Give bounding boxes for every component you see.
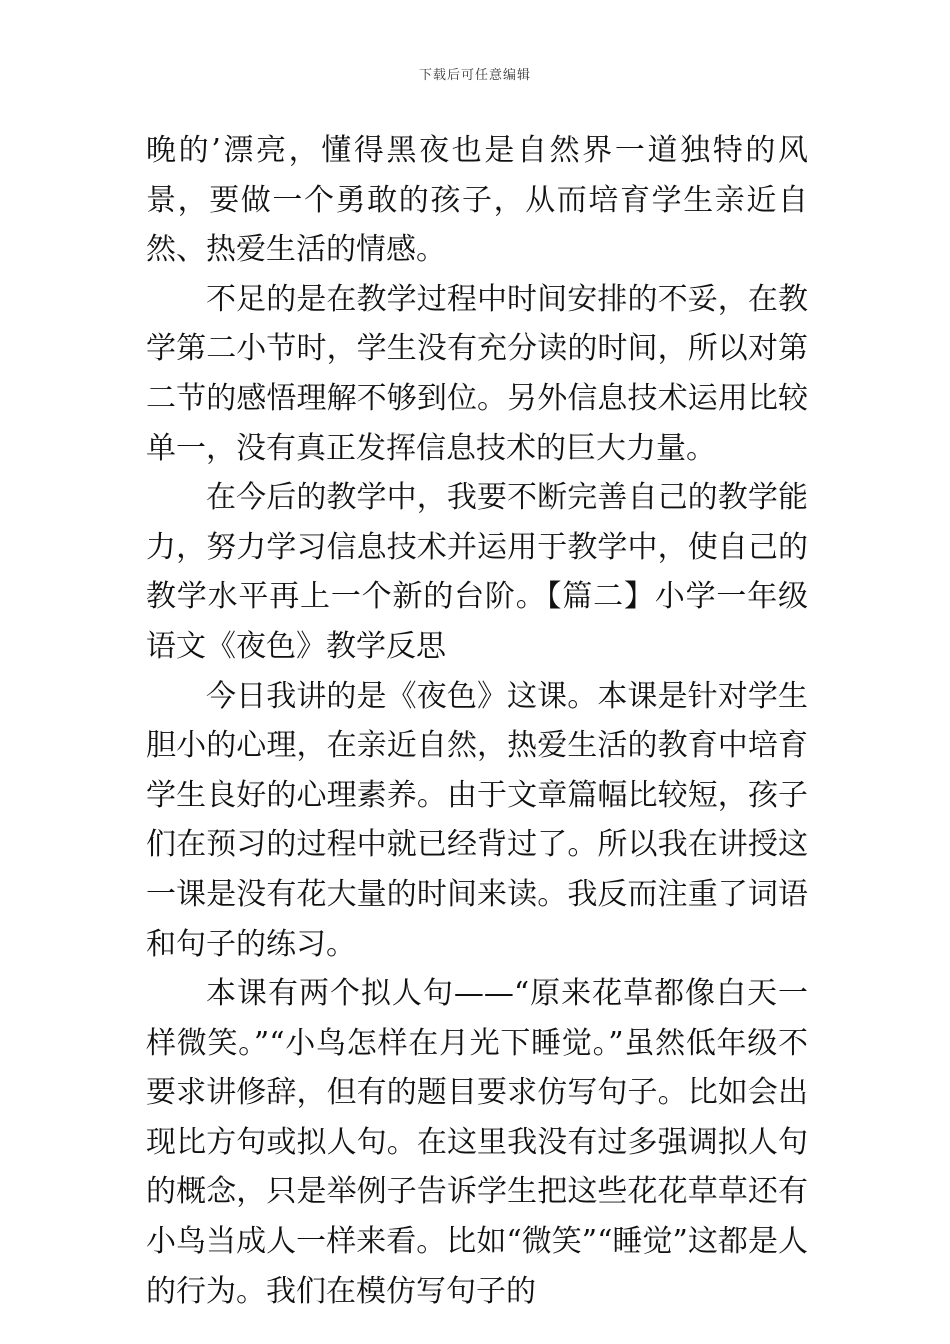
paragraph-personification: 本课有两个拟人句——“原来花草都像白天一样微笑。”“小鸟怎样在月光下睡觉。”虽然低年级不要求讲修辞，但有的题目要求仿写句子。比如会出现比方句或拟人句。在这里我没有过多强调拟人句的概念，只是举例子告诉学生把这些花花草草还有小鸟当成人一样来看。比如“微笑”“睡觉”这都是人的行为。我们在模仿写句子的 [146,976,808,1309]
paragraph-future-plan: 在今后的教学中，我要不断完善自己的教学能力，努力学习信息技术并运用于教学中，使自己的教学水平再上一个新的台阶。【篇二】小学一年级语文《夜色》教学反思 [146,480,808,664]
paragraph-continuation: 晚的’漂亮，懂得黑夜也是自然界一道独特的风景，要做一个勇敢的孩子，从而培育学生亲近自然、热爱生活的情感。 [146,133,808,268]
paragraph-shortcomings: 不足的是在教学过程中时间安排的不妥，在教学第二小节时，学生没有充分读的时间，所以对第二节的感悟理解不够到位。另外信息技术运用比较单一，没有真正发挥信息技术的巨大力量。 [146,281,808,466]
document-body [146,126,808,1316]
page-header-note: 下载后可任意编辑 [418,68,531,83]
paragraph-lesson-intro: 今日我讲的是《夜色》这课。本课是针对学生胆小的心理，在亲近自然，热爱生活的教育中培育学生良好的心理素养。由于文章篇幅比较短，孩子们在预习的过程中就已经背过了。所以我在讲授这一课是没有花大量的时间来读。我反而注重了词语和句子的练习。 [146,678,808,962]
